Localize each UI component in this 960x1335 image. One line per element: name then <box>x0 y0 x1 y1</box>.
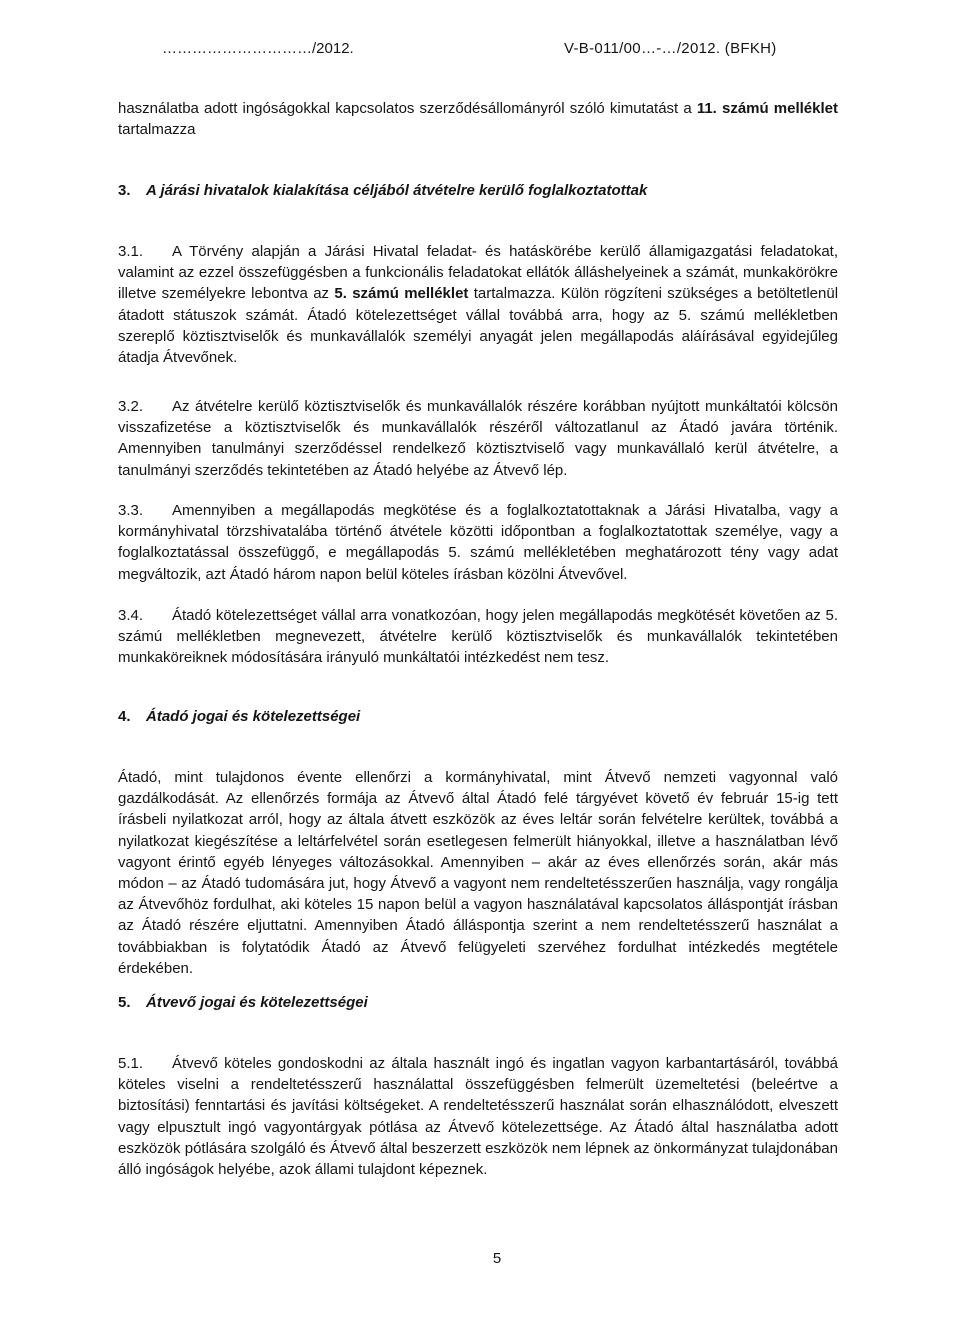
intro-paragraph <box>118 98 838 140</box>
section-5-title: Átvevő jogai és kötelezettségei <box>146 994 368 1011</box>
paragraph-3-1-annex-reference: 5. számú melléklet <box>334 285 469 303</box>
paragraph-3-2-text: Az átvételre kerülő köztisztviselők és munkavállalók részére korábban nyújtott munkáltatói kölcsön visszafizetése a köztisztviselők és munkavállalók részéről változatlanul az Átadó javára történik. Amennyiben tanulmányi szerződéssel rendelkező köztisztviselő vagy munkavállaló kerül átvételre, a tanulmányi szerződés tekintetében az Átadó helyébe az Átvevő lép. <box>118 398 838 479</box>
paragraph-5-1-number: 5.1. <box>118 1055 144 1072</box>
paragraph-3-1-number: 3.1. <box>118 243 144 260</box>
page-number: 5 <box>492 1250 502 1267</box>
header-reference-number: V-B-011/00…-…/2012. (BFKH) <box>564 40 777 57</box>
intro-text-b: tartalmazza <box>118 121 196 139</box>
paragraph-4 <box>118 767 838 979</box>
section-3-title: A járási hivatalok kialakítása céljából átvételre kerülő foglalkoztatottak <box>146 182 648 199</box>
section-4-title: Átadó jogai és kötelezettségei <box>146 708 361 725</box>
intro-annex-reference: 11. számú melléklet <box>696 100 838 117</box>
paragraph-4-text: Átadó, mint tulajdonos évente ellenőrzi a kormányhivatal, mint Átvevő nemzeti vagyonnal való gazdálkodását. Az ellenőrzés formája az Átvevő által Átadó felé tárgyévet követő év február 15-ig tett írásbeli nyilatkozat arról, hogy az általa átvett eszközök az éves leltár során felvételre kerültek, továbbá a nyilatkozat kiegészítése a leltárfelvétel során esetlegesen felmerült hiányokkal, illetve a használatban lévő vagyont érintő egyéb lényeges változásokkal. Amennyiben – akár az éves ellenőrzés során, akár más módon – az Átadó tudomására jut, hogy Átvevő a vagyont nem rendeltetésszerűen használja, vagy rongálja az Átvevőhöz fordulhat, aki köteles 15 napon belül a vagyon használatával kapcsolatos álláspontját írásban az Átadó részére eljuttatni. Amennyiben Átadó álláspontja szerint a nem rendeltetésszerű használat a továbbiakban is folytatódik Átadó az Átvevő felügyeleti szervéhez fordulhat intézkedés megtétele érdekében. <box>118 769 838 977</box>
page-header <box>0 40 960 64</box>
section-5-number: 5. <box>118 994 131 1011</box>
paragraph-3-4 <box>118 605 838 669</box>
paragraph-3-3 <box>118 500 838 585</box>
section-3-heading <box>118 180 647 201</box>
paragraph-3-1 <box>118 241 838 368</box>
paragraph-3-1-text-b: tartalmazza. Külön rögzíteni szükséges a betöltetlenül átadott státuszok számát. Átadó kötelezettséget vállal továbbá arra, hogy az 5. számú mellékletben szereplő köztisztviselők és munkavállalók személyi anyagát jelen megállapodás aláírásával egyidejűleg átadja Átvevőnek. <box>118 285 839 367</box>
section-3-number: 3. <box>118 182 131 199</box>
paragraph-3-4-number: 3.4. <box>118 607 144 624</box>
paragraph-3-2 <box>118 396 838 481</box>
header-agreement-number: …………………………/2012. <box>162 40 354 57</box>
paragraph-3-3-text: Amennyiben a megállapodás megkötése és a foglalkoztatottaknak a Járási Hivatalba, vagy a kormányhivatal törzshivatalába történő átvétele közötti időpontban a foglalkoztatottak személye, vagy a foglalkoztatással összefüggő, e megállapodás 5. számú mellékletében meghatározott tény vagy adat megváltozik, azt Átadó három napon belül köteles írásban közölni Átvevővel. <box>118 502 838 583</box>
intro-text-a: használatba adott ingóságokkal kapcsolatos szerződésállományról szóló kimutatást a <box>118 100 697 117</box>
section-4-heading <box>118 706 360 727</box>
paragraph-5-1 <box>118 1053 838 1180</box>
section-5-heading <box>118 992 368 1013</box>
paragraph-3-2-number: 3.2. <box>118 398 144 415</box>
paragraph-3-1-text-a: A Törvény alapján a Járási Hivatal feladat- és hatáskörébe kerülő államigazgatási feladatokat, valamint az ezzel összefüggésben a funkcionális feladatokat ellátók álláshelyeinek a számát, munkakörökre illetve személyekre lebontva az <box>118 243 838 303</box>
paragraph-3-3-number: 3.3. <box>118 502 144 519</box>
paragraph-3-4-text: Átadó kötelezettséget vállal arra vonatkozóan, hogy jelen megállapodás megkötését követően az 5. számú mellékletben megnevezett, átvételre kerülő köztisztviselők és munkavállalók tekintetében munkaköreiknek módosítására irányuló munkáltatói intézkedést nem tesz. <box>118 607 838 667</box>
paragraph-5-1-text: Átvevő köteles gondoskodni az általa használt ingó és ingatlan vagyon karbantartásáról, továbbá köteles viselni a rendeltetésszerű használattal összefüggésben felmerült üzemeltetési (beleértve a biztosítási) fenntartási és javítási költségeket. A rendeltetésszerű használat során elhasználódott, elveszett vagy elpusztult ingó vagyontárgyak pótlása az Átvevő kötelezettsége. Az Átadó által használatba adott eszközök pótlására szolgáló és Átvevő által beszerzett eszközök nem lépnek az önkormányzat tulajdonában álló ingóságok helyébe, azok állami tulajdont képeznek. <box>118 1055 838 1179</box>
section-4-number: 4. <box>118 708 131 725</box>
